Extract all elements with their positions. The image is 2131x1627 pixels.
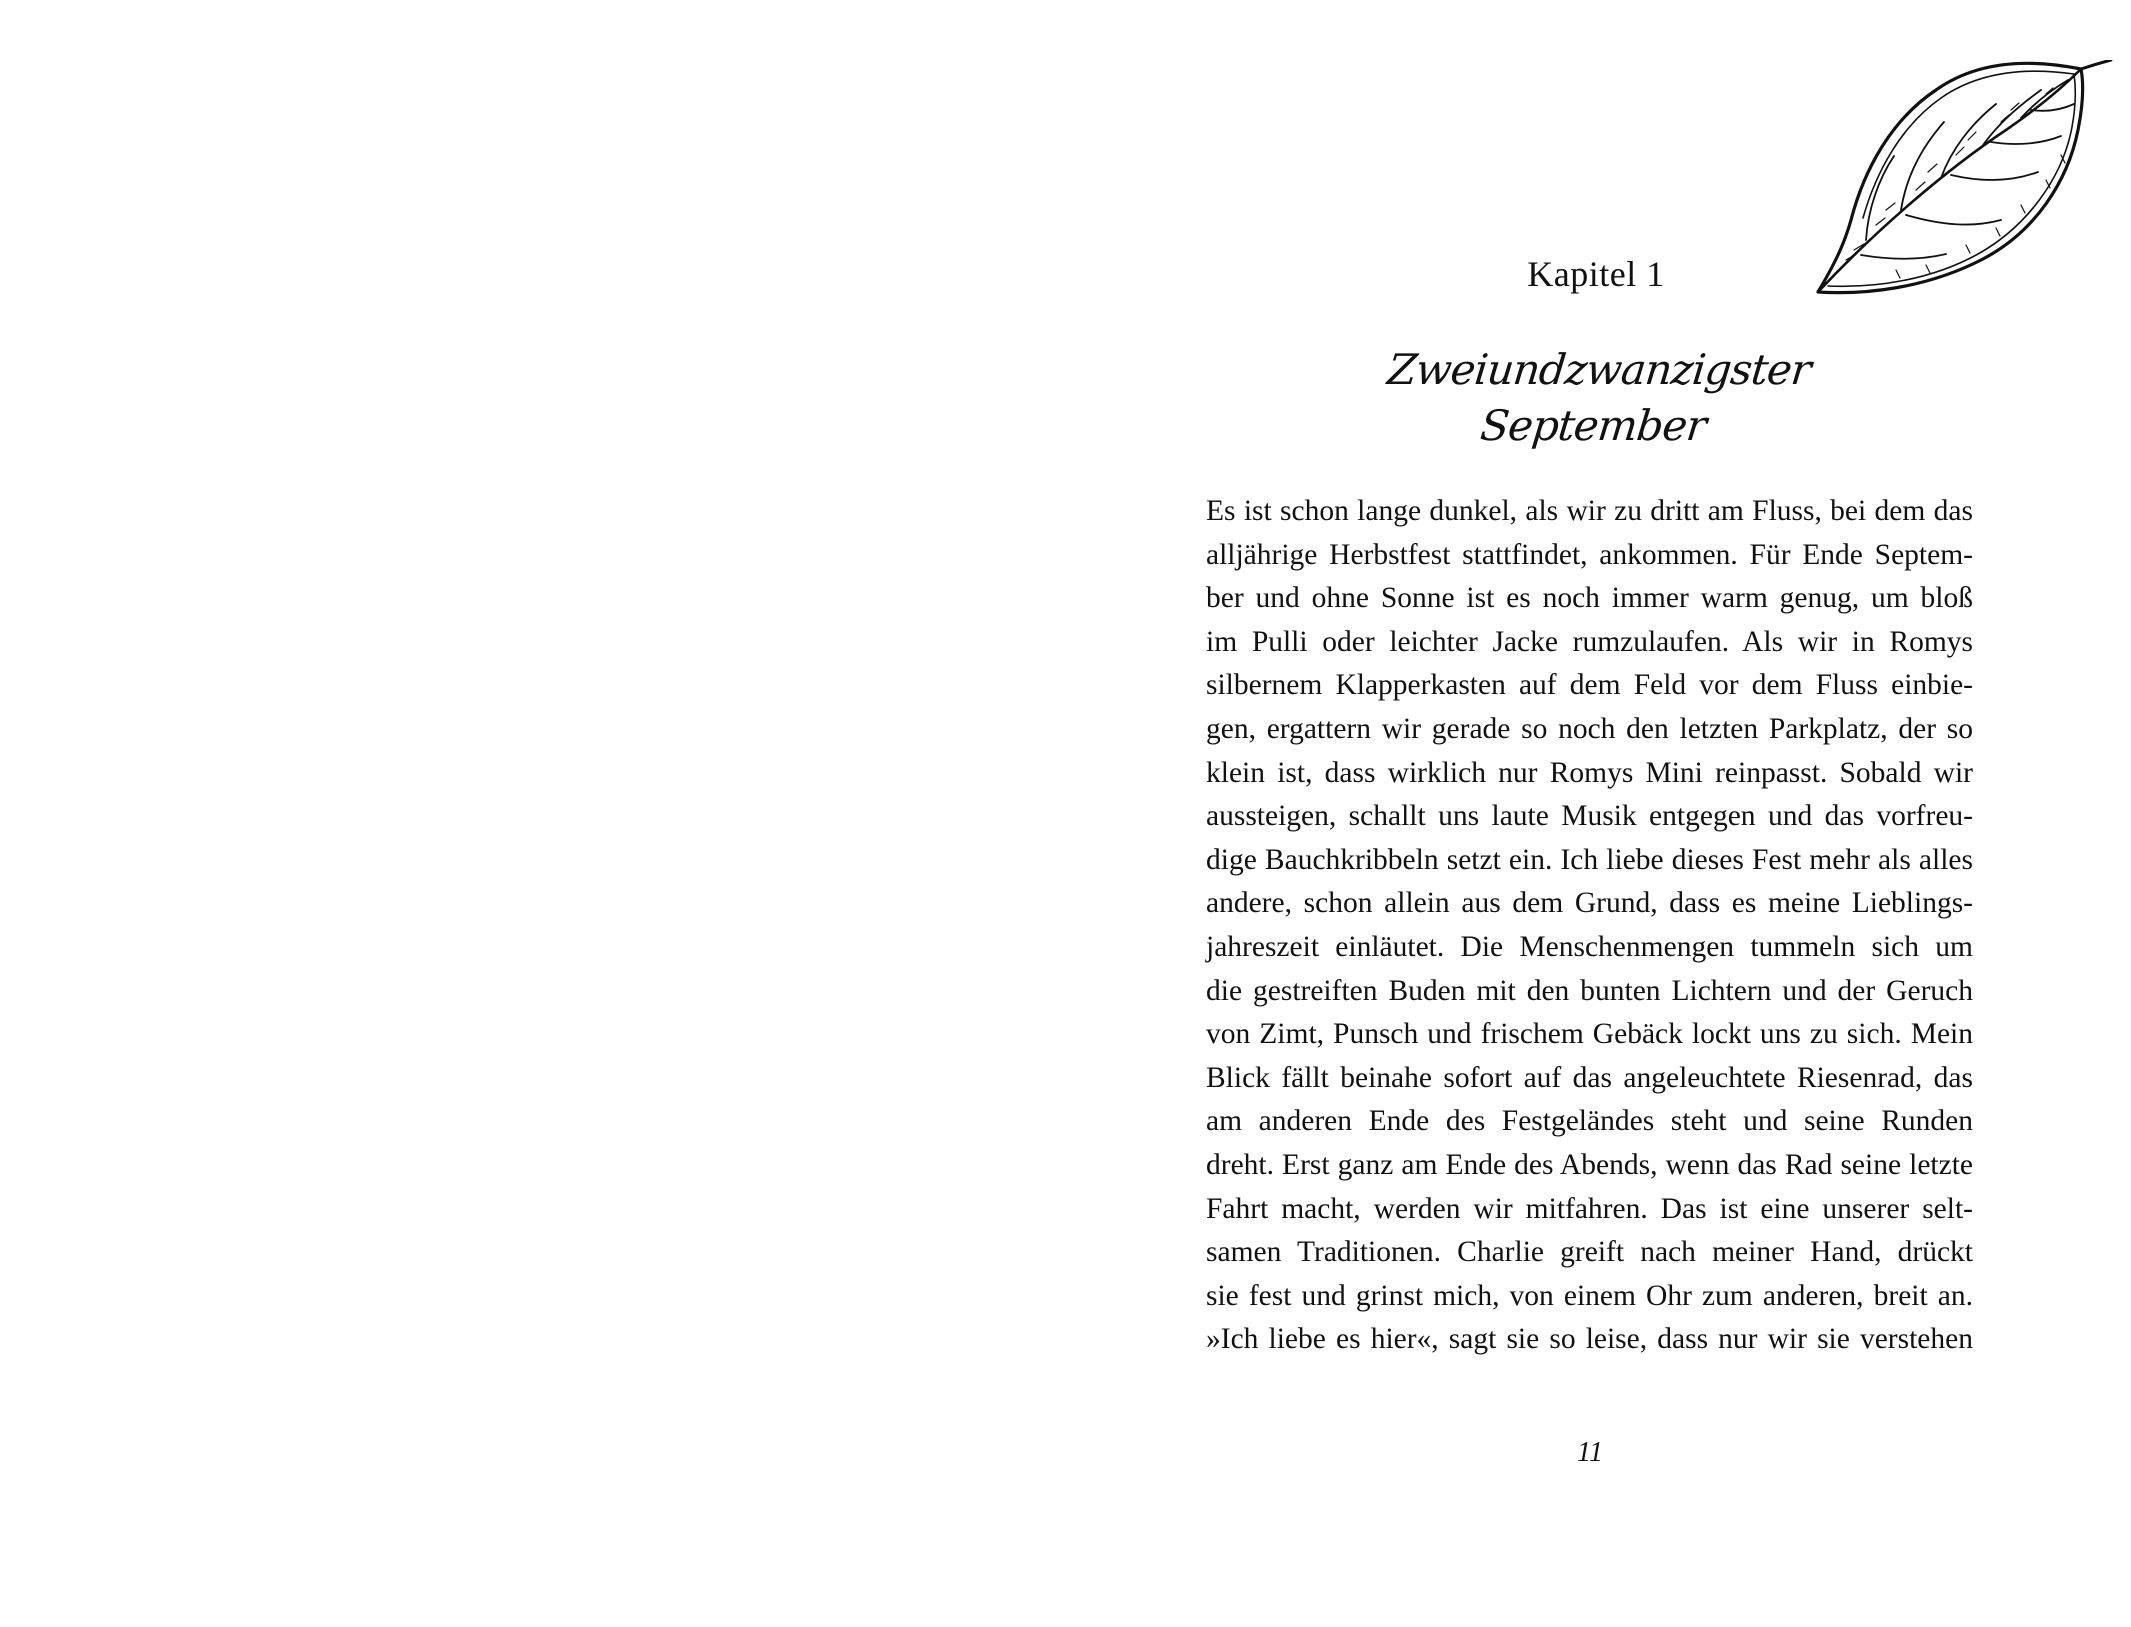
text-line: am anderen Ende des Festgeländes steht und seine Runden — [1206, 1105, 1973, 1138]
text-line: Fahrt macht, werden wir mitfahren. Das ist eine unserer selt- — [1206, 1192, 1973, 1225]
leaf-icon — [1806, 60, 2131, 310]
text-line: Es ist schon lange dunkel, als wir zu dritt am Fluss, bei dem das — [1206, 495, 1973, 527]
text-line: sie fest und grinst mich, von einem Ohr zum anderen, breit an. — [1206, 1279, 1973, 1312]
text-line: jahreszeit einläutet. Die Menschenmengen tummeln sich um — [1206, 930, 1973, 963]
body-text — [1206, 490, 1973, 1362]
text-line: klein ist, dass wirklich nur Romys Mini reinpasst. Sobald wir — [1206, 756, 1973, 789]
text-line: gen, ergattern wir gerade so noch den letzten Parkplatz, der so — [1206, 712, 1973, 745]
text-line: im Pulli oder leichter Jacke rumzulaufen. Als wir in Romys — [1206, 625, 1973, 658]
text-line: die gestreiften Buden mit den bunten Lichtern und der Geruch — [1206, 974, 1973, 1007]
text-line: ber und ohne Sonne ist es noch immer warm genug, um bloß — [1206, 582, 1973, 615]
text-line: samen Traditionen. Charlie greift nach meiner Hand, drückt — [1206, 1236, 1973, 1269]
text-line: »Ich liebe es hier«, sagt sie so leise, dass nur wir sie verstehen — [1206, 1323, 1973, 1356]
text-line: Blick fällt beinahe sofort auf das angeleuchtete Riesenrad, das — [1206, 1061, 1973, 1094]
text-line: silbernem Klapperkasten auf dem Feld vor dem Fluss einbie- — [1206, 669, 1973, 702]
text-line: andere, schon allein aus dem Grund, dass es meine Lieblings- — [1206, 887, 1973, 920]
text-line: von Zimt, Punsch und frischem Gebäck lockt uns zu sich. Mein — [1206, 1018, 1973, 1051]
text-line: dige Bauchkribbeln setzt ein. Ich liebe dieses Fest mehr als alles — [1206, 843, 1973, 876]
blank-left-page — [0, 0, 1065, 1627]
page-number: 11 — [1577, 1437, 1603, 1468]
text-line: alljährige Herbstfest stattfindet, ankommen. Für Ende Septem- — [1206, 538, 1973, 571]
text-line: aussteigen, schallt uns laute Musik entgegen und das vorfreu- — [1206, 800, 1973, 833]
text-line: dreht. Erst ganz am Ende des Abends, wenn das Rad seine letzte — [1206, 1148, 1973, 1181]
chapter-title: Zweiundzwanzigster September — [1385, 345, 1813, 450]
chapter-label: Kapitel 1 — [1527, 254, 1665, 294]
